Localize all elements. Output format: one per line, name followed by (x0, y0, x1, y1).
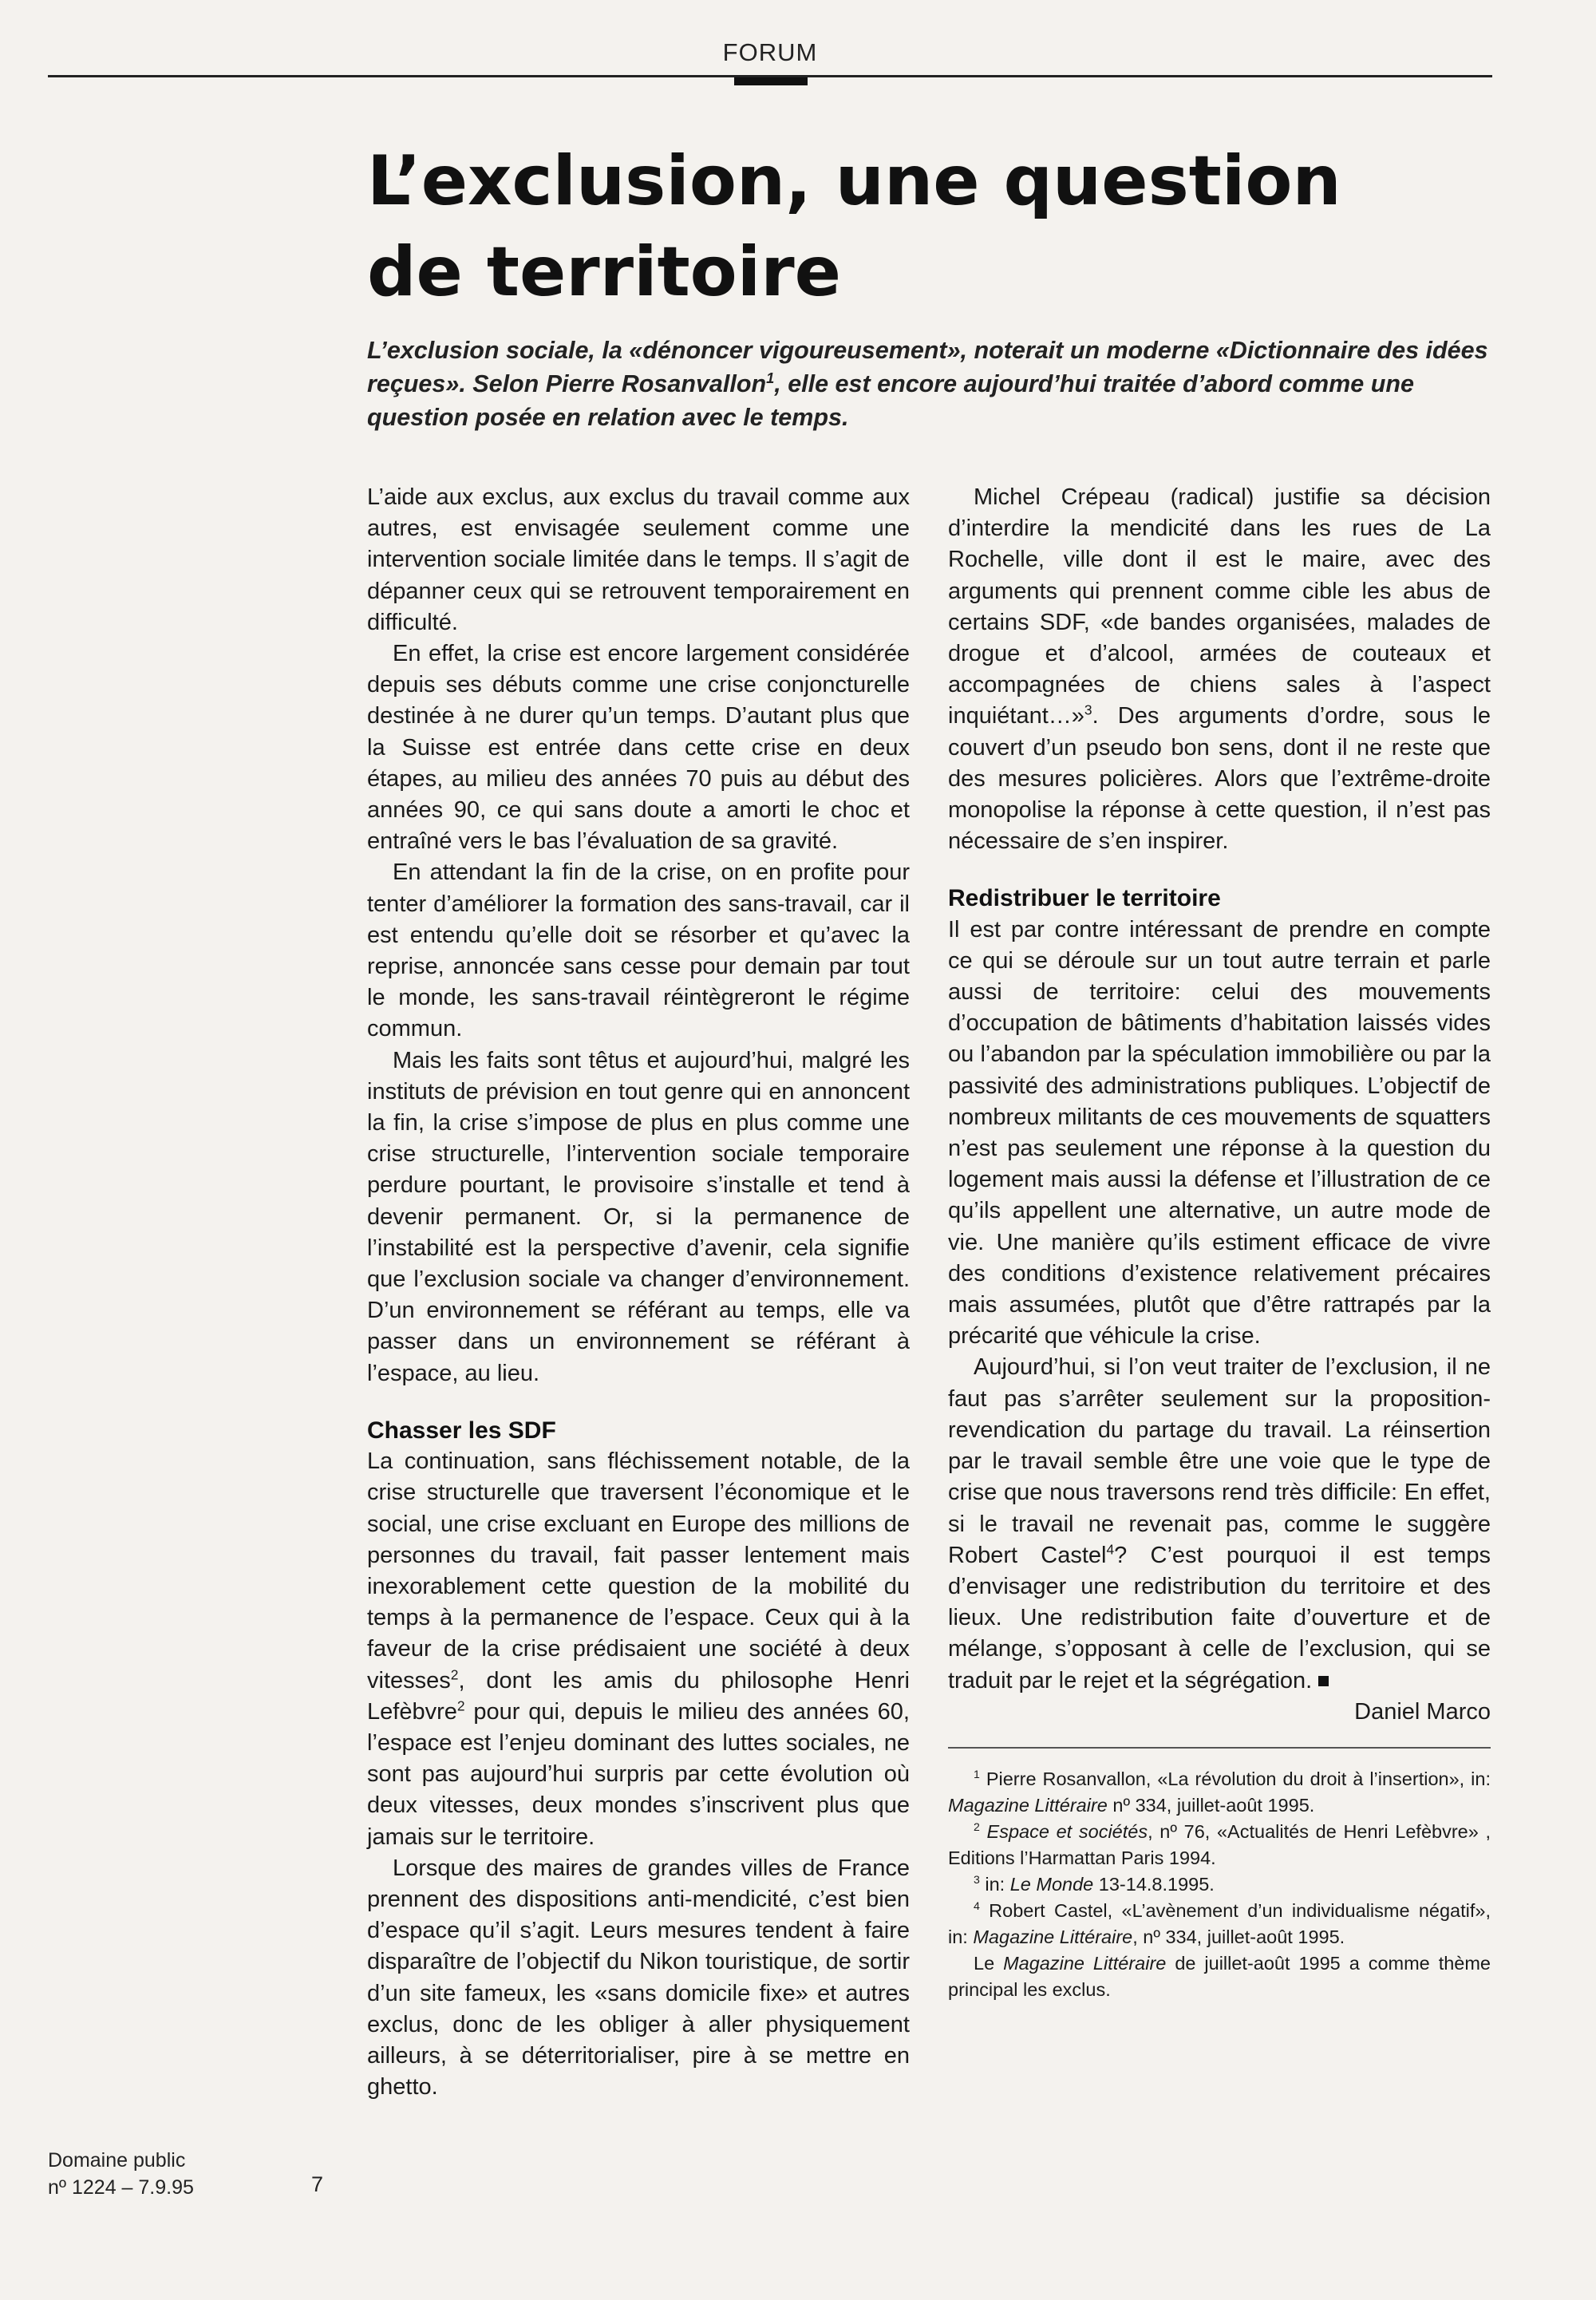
paragraph-text: Michel Crépeau (radical) justifie sa décision d’interdire la mendicité dans les rues de La Rochelle, ville dont il est le maire, avec des arguments qui prennent comme cible les abus de certains SDF, «de bandes organisées, malades de drogue et d’alcool, armées de couteaux et accompagnées de chiens sales à l’aspect inquiétant…» (948, 484, 1491, 729)
paragraph (948, 1352, 1491, 1696)
paragraph-text: pour qui, depuis le milieu des années 60, l’espace est l’enjeu dominant des luttes sociales, ne sont pas aujourd’hui surpris par cette évolution où deux vitesses, deux mondes s’inscrivent plus que jamais sur le territoire. (367, 1698, 910, 1850)
paragraph: En attendant la fin de la crise, on en profite pour tenter d’améliorer la formation des sans-travail, car il est entendu qu’elle doit se résorber et qu’avec la reprise, annoncée sans cesse pour demain par tout le monde, les sans-travail réintègreront le régime commun. (367, 860, 910, 1042)
footnote-2 (948, 1819, 1491, 1871)
lede-text-2: , elle est encore aujourd’hui traitée d’abord comme une question posée en relation avec le temps. (367, 370, 1414, 431)
footnote-ref: 1 (766, 369, 775, 386)
paragraph (367, 1446, 910, 1853)
footnote-text: Pierre Rosanvallon, «La révolution du droit à l’insertion», in: (986, 1768, 1491, 1789)
paragraph (948, 482, 1491, 857)
paragraph: Lorsque des maires de grandes villes de France prennent des dispositions anti-mendicité, c’est bien d’espace qu’il s’agit. Leurs mesures tendent à faire disparaître de l’objectif du Nikon touristique, de sortir d’un site fameux, les «sans domicile fixe» et autres exclus, donc de les obliger à aller physiquement ailleurs, à se déterritorialiser, pire à se mettre en ghetto. (367, 1855, 910, 2100)
end-of-article-mark (1318, 1676, 1329, 1686)
footnote-title: Espace et sociétés (986, 1820, 1148, 1842)
footnote-4 (948, 1898, 1491, 1950)
issue-number: nº 1224 – 7.9.95 (48, 2176, 194, 2199)
footnote-ref: 2 (450, 1666, 459, 1682)
footnote-title: Magazine Littéraire (1003, 1952, 1167, 1974)
footnote-number: 4 (974, 1899, 980, 1913)
left-column (367, 482, 910, 2103)
paragraph-text: La continuation, sans fléchissement notable, de la crise structurelle que traversent l’économique et le social, une crise excluant en Europe des millions de personnes du travail, fait passer lentement mais inexorablement cette question de la mobilité du temps à la permanence de l’espace. Ceux qui à la faveur de la crise prédisaient une société à deux vitesses (367, 1448, 910, 1693)
author-signature: Daniel Marco (1354, 1698, 1491, 1725)
paragraph: L’aide aux exclus, aux exclus du travail comme aux autres, est envisagée seulement comme une intervention sociale limitée dans le temps. Il s’agit de dépanner ceux qui se retrouvent temporairement en difficulté. (367, 484, 910, 635)
footnote-text: , nº 76, «Actualités de Henri Lefèbvre» , Editions l’Harmattan Paris 1994. (948, 1820, 1491, 1868)
footnote-text: in: (985, 1873, 1010, 1895)
footnote-note (948, 1950, 1491, 2003)
footnote-title: Magazine Littéraire (948, 1794, 1108, 1816)
footnote-number: 2 (974, 1820, 980, 1834)
paragraph-text: ? C’est pourquoi il est temps d’envisager une redistribution du territoire et des lieux. Une redistribution faite d’ouverture et de mélange, s’opposant à celle de l’exclusion, qui se traduit par le rejet et la ségrégation. (948, 1542, 1491, 1693)
subheading-chasser: Chasser les SDF (367, 1417, 556, 1444)
footnote-text: Robert Castel, «L’avènement d’un individualisme négatif», in: (948, 1899, 1491, 1947)
article-lede (367, 334, 1492, 434)
subheading-redistribuer: Redistribuer le territoire (948, 885, 1221, 912)
publication-info (48, 2147, 194, 2201)
footnote-text: de juillet-août 1995 a comme thème principal les exclus. (948, 1952, 1491, 2000)
page-number: 7 (311, 2172, 324, 2196)
lede-text-1: L’exclusion sociale, la «dénoncer vigoureusement», noterait un moderne «Dictionnaire des idées reçues». Selon Pierre Rosanvallon (367, 337, 1488, 397)
footnote-number: 3 (974, 1873, 980, 1887)
paragraph: Il est par contre intéressant de prendre en compte ce qui se déroule sur un tout autre terrain et parle aussi de territoire: celui des mouvements d’occupation de bâtiments d’habitation laissés vides ou l’abandon par la spéculation immobilière ou par la passivité des administrations publiques. L’objectif de nombreux militants de ces mouvements de squatters n’est pas seulement une réponse à la question du logement mais aussi la défense et l’illustration de ce qu’ils appellent une alternative, un autre mode de vie. Une manière qu’ils estiment efficace de vivre des conditions d’existence relativement précaires mais assumées, plutôt que d’être rattrapés par la précarité que véhicule la crise. (948, 916, 1491, 1350)
article-title: L’exclusion, une question de territoire (367, 141, 1341, 312)
section-tab-mark (734, 77, 808, 85)
footnote-text: nº 334, juillet-août 1995. (1107, 1794, 1315, 1816)
publication-name: Domaine public (48, 2149, 186, 2172)
footnote-text: 13-14.8.1995. (1093, 1873, 1215, 1895)
footnote-title: Magazine Littéraire (973, 1926, 1133, 1947)
footnote-ref: 4 (1106, 1541, 1115, 1558)
paragraph-text: Aujourd’hui, si l’on veut traiter de l’exclusion, il ne faut pas s’arrêter seulement sur la proposition-revendication du partage du travail. La réinsertion par le travail semble être une voie que le type de crise que nous traversons rend très difficile: En effet, si le travail ne revenait pas, comme le suggère Robert Castel (948, 1354, 1491, 1568)
paragraph: En effet, la crise est encore largement considérée depuis ses débuts comme une crise conjoncturelle destinée à ne durer qu’un temps. D’autant plus que la Suisse est entrée dans cette crise en deux étapes, au milieu des années 70 puis au début des années 90, ce qui sans doute a amorti le choc et entraîné vers le bas l’évaluation de sa gravité. (367, 641, 910, 855)
footnote-title: Le Monde (1009, 1873, 1094, 1895)
paragraph: Mais les faits sont têtus et aujourd’hui, malgré les instituts de prévision en tout genre qui en annoncent la fin, la crise s’impose de plus en plus comme une crise structurelle, l’intervention sociale temporaire perdure pourtant, le provisoire s’installe et tend à devenir permanent. Or, si la permanence de l’instabilité est la perspective d’avenir, cela signifie que l’exclusion sociale va changer d’environnement. D’un environnement se référant au temps, elle va passer dans un environnement se référant à l’espace, au lieu. (367, 1047, 910, 1386)
right-column (948, 482, 1491, 2003)
footnotes-rule (948, 1747, 1491, 1749)
footnote-3 (948, 1871, 1491, 1898)
footnote-text: , nº 334, juillet-août 1995. (1132, 1926, 1345, 1947)
paragraph-text: . Des arguments d’ordre, sous le couvert d’un pseudo bon sens, dont il ne reste que des mesures policières. Alors que l’extrême-droite monopolise la réponse à cette question, il n’est pas nécessaire de s’en inspirer. (948, 703, 1491, 855)
footnote-number: 1 (974, 1768, 980, 1781)
footnote-1 (948, 1766, 1491, 1819)
section-label: FORUM (722, 38, 818, 66)
footnote-ref: 2 (456, 1697, 465, 1714)
paragraph-text: , dont les amis du philosophe Henri Lefèbvre (367, 1667, 910, 1725)
footnote-ref: 3 (1084, 701, 1092, 718)
footnote-text: Le (974, 1952, 1004, 1974)
